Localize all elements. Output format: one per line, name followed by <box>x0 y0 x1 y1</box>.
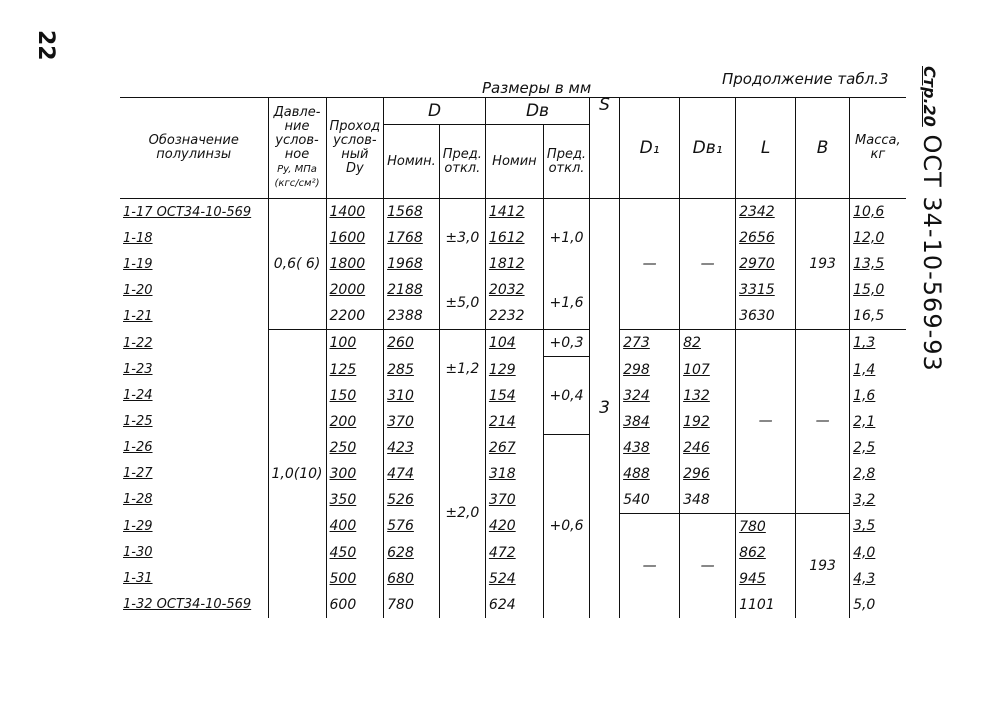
header-Dv1: Dв₁ <box>680 98 736 199</box>
dy-cell: 600 <box>326 592 384 618</box>
header-pressure <box>268 98 326 199</box>
header-S: S <box>590 98 620 199</box>
d-cell: 423 <box>384 435 440 461</box>
table-row-designation: 1-28 <box>120 487 268 514</box>
mass-cell: 1,3 <box>850 330 906 357</box>
tolerance-dv: +0,3 <box>543 330 589 357</box>
dimensions-table <box>120 97 906 618</box>
dv-cell: 2232 <box>485 303 543 330</box>
dv1-cell: 296 <box>680 461 736 487</box>
d-cell: 680 <box>384 566 440 592</box>
mass-cell: 12,0 <box>850 225 906 251</box>
b-value-2: 193 <box>796 513 850 618</box>
dy-cell: 450 <box>326 540 384 566</box>
dy-cell: 200 <box>326 409 384 435</box>
dv-cell: 370 <box>485 487 543 514</box>
d-cell: 260 <box>384 330 440 357</box>
dv-cell: 420 <box>485 513 543 540</box>
dv-cell: 624 <box>485 592 543 618</box>
dy-cell: 300 <box>326 461 384 487</box>
dv-cell: 318 <box>485 461 543 487</box>
mass-cell: 2,5 <box>850 435 906 461</box>
header-Dv: Dв <box>485 98 589 125</box>
d-cell: 780 <box>384 592 440 618</box>
dv1-cell: 348 <box>680 487 736 514</box>
table-row-designation: 1-32 ОСТ34-10-569 <box>120 592 268 618</box>
d-cell: 526 <box>384 487 440 514</box>
tolerance-dv: +0,6 <box>543 435 589 618</box>
pressure-group-1: 0,6( 6) <box>268 199 326 330</box>
dy-cell: 250 <box>326 435 384 461</box>
table-row-designation: 1-22 <box>120 330 268 357</box>
d-cell: 628 <box>384 540 440 566</box>
side-standard: ОСТ 34-10-569-93 <box>918 134 946 372</box>
d1-cell: 488 <box>620 461 680 487</box>
mass-cell: 2,1 <box>850 409 906 435</box>
dy-cell: 2200 <box>326 303 384 330</box>
dy-cell: 150 <box>326 383 384 409</box>
l-cell: 862 <box>736 540 796 566</box>
dv-cell: 104 <box>485 330 543 357</box>
header-mass: Масса, кг <box>850 98 906 199</box>
d1-cell: 438 <box>620 435 680 461</box>
d1-dash: — <box>620 513 680 618</box>
l-cell: 3315 <box>736 277 796 303</box>
dv-cell: 154 <box>485 383 543 409</box>
pressure-group-2: 1,0(10) <box>268 330 326 618</box>
dv1-cell: 82 <box>680 330 736 357</box>
table-row-designation: 1-30 <box>120 540 268 566</box>
mass-cell: 1,6 <box>850 383 906 409</box>
tolerance-dv: +1,0 <box>543 199 589 278</box>
dy-cell: 1800 <box>326 251 384 277</box>
mass-cell: 16,5 <box>850 303 906 330</box>
l-cell: 2970 <box>736 251 796 277</box>
d1-cell: 540 <box>620 487 680 514</box>
table-row-designation: 1-18 <box>120 225 268 251</box>
continuation-note: Продолжение табл.3 <box>722 70 889 88</box>
dy-cell: 500 <box>326 566 384 592</box>
tolerance-d: ±3,0 <box>439 199 485 278</box>
dy-cell: 1600 <box>326 225 384 251</box>
header-D1: D₁ <box>620 98 680 199</box>
mass-cell: 5,0 <box>850 592 906 618</box>
dv1-dash: — <box>680 199 736 330</box>
side-standard-label <box>918 66 946 372</box>
header-L: L <box>736 98 796 199</box>
dv1-cell: 246 <box>680 435 736 461</box>
dv-cell: 2032 <box>485 277 543 303</box>
tolerance-d: ±5,0 <box>439 277 485 330</box>
header-Dv-pred: Пред. откл. <box>543 125 589 199</box>
l-cell: 2656 <box>736 225 796 251</box>
d-cell: 310 <box>384 383 440 409</box>
header-passage <box>326 98 384 199</box>
tolerance-d: ±2,0 <box>439 409 485 618</box>
table-row-designation: 1-24 <box>120 383 268 409</box>
mass-cell: 13,5 <box>850 251 906 277</box>
dy-cell: 400 <box>326 513 384 540</box>
d1-cell: 298 <box>620 357 680 383</box>
side-page: Стр.20 <box>920 66 939 127</box>
d-cell: 576 <box>384 513 440 540</box>
header-designation: Обозначение полулинзы <box>120 98 268 199</box>
l-cell: 1101 <box>736 592 796 618</box>
mass-cell: 3,2 <box>850 487 906 514</box>
d1-cell: 324 <box>620 383 680 409</box>
tolerance-d: ±1,2 <box>439 330 485 409</box>
table-row-designation: 1-31 <box>120 566 268 592</box>
dv-cell: 524 <box>485 566 543 592</box>
table-row-designation: 1-20 <box>120 277 268 303</box>
table-row-designation: 1-25 <box>120 409 268 435</box>
header-passage-label: Проход услов-ный <box>329 119 381 162</box>
header-pressure-label: Давле-ние услов-ное <box>273 105 321 162</box>
table-row-designation: 1-19 <box>120 251 268 277</box>
d-cell: 474 <box>384 461 440 487</box>
d-cell: 1968 <box>384 251 440 277</box>
dv-cell: 267 <box>485 435 543 461</box>
dv1-cell: 192 <box>680 409 736 435</box>
table-row-designation: 1-27 <box>120 461 268 487</box>
dy-cell: 1400 <box>326 199 384 226</box>
d-cell: 1568 <box>384 199 440 226</box>
l-cell: 3630 <box>736 303 796 330</box>
dv-cell: 1612 <box>485 225 543 251</box>
dv1-cell: 107 <box>680 357 736 383</box>
table-row-designation: 1-23 <box>120 357 268 383</box>
d1-dash: — <box>620 199 680 330</box>
d-cell: 2388 <box>384 303 440 330</box>
l-cell: 2342 <box>736 199 796 226</box>
l-dash: — <box>736 330 796 514</box>
dv1-dash: — <box>680 513 736 618</box>
dv-cell: 472 <box>485 540 543 566</box>
header-D-nomin: Номин. <box>384 125 440 199</box>
dv-cell: 129 <box>485 357 543 383</box>
d1-cell: 273 <box>620 330 680 357</box>
tolerance-dv: +1,6 <box>543 277 589 330</box>
d1-cell: 384 <box>620 409 680 435</box>
units-note: Размеры в мм <box>482 79 592 97</box>
page-number: 22 <box>33 30 58 61</box>
header-B: B <box>796 98 850 199</box>
table-row-designation: 1-21 <box>120 303 268 330</box>
d-cell: 370 <box>384 409 440 435</box>
b-dash: — <box>796 330 850 514</box>
l-cell: 945 <box>736 566 796 592</box>
mass-cell: 10,6 <box>850 199 906 226</box>
table-row-designation: 1-17 ОСТ34-10-569 <box>120 199 268 226</box>
header-D-pred: Пред. откл. <box>439 125 485 199</box>
dy-cell: 125 <box>326 357 384 383</box>
table-row-designation: 1-29 <box>120 513 268 540</box>
dy-cell: 2000 <box>326 277 384 303</box>
mass-cell: 15,0 <box>850 277 906 303</box>
mass-cell: 4,0 <box>850 540 906 566</box>
tolerance-dv: +0,4 <box>543 357 589 435</box>
d-cell: 285 <box>384 357 440 383</box>
mass-cell: 4,3 <box>850 566 906 592</box>
table-row-designation: 1-26 <box>120 435 268 461</box>
dv-cell: 1812 <box>485 251 543 277</box>
s-value: 3 <box>590 199 620 618</box>
mass-cell: 2,8 <box>850 461 906 487</box>
dy-cell: 100 <box>326 330 384 357</box>
header-pressure-units: Py, МПа (кгс/см²) <box>274 164 320 189</box>
dv-cell: 214 <box>485 409 543 435</box>
mass-cell: 1,4 <box>850 357 906 383</box>
header-passage-symbol: Dy <box>345 161 364 176</box>
dv-cell: 1412 <box>485 199 543 226</box>
header-D: D <box>384 98 486 125</box>
mass-cell: 3,5 <box>850 513 906 540</box>
dv1-cell: 132 <box>680 383 736 409</box>
header-Dv-nomin: Номин <box>485 125 543 199</box>
dy-cell: 350 <box>326 487 384 514</box>
b-value-1: 193 <box>796 199 850 330</box>
l-cell: 780 <box>736 513 796 540</box>
d-cell: 2188 <box>384 277 440 303</box>
d-cell: 1768 <box>384 225 440 251</box>
